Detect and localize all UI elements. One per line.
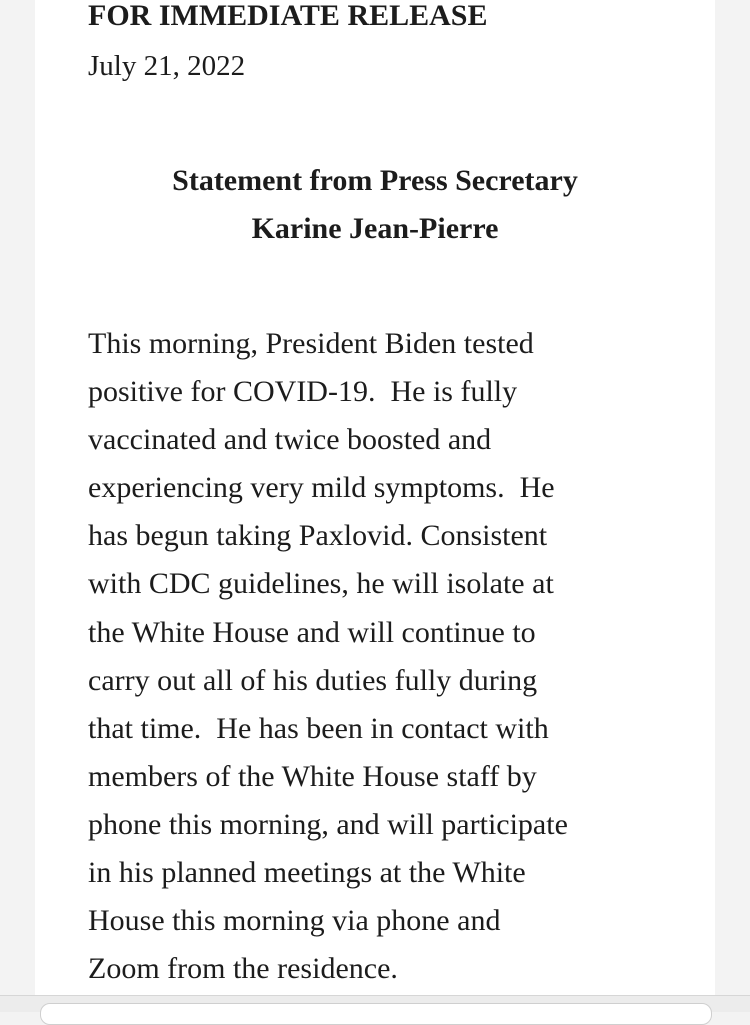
body-line: carry out all of his duties fully during [88, 663, 538, 697]
body-line: in his planned meetings at the White [88, 856, 526, 890]
document-page [35, 0, 715, 995]
body-line: phone this morning, and will participate [88, 807, 568, 841]
body-line: experiencing very mild symptoms. He [88, 471, 555, 505]
statement-title [88, 157, 662, 253]
bottom-tab-edge[interactable] [40, 1003, 712, 1025]
body-line: House this morning via phone and [88, 904, 501, 938]
body-line: that time. He has been in contact with [88, 711, 549, 745]
release-date: July 21, 2022 [88, 50, 246, 82]
body-line: with CDC guidelines, he will isolate at [88, 567, 554, 601]
release-label: FOR IMMEDIATE RELEASE [88, 0, 488, 32]
body-line: Zoom from the residence. [88, 952, 398, 986]
statement-body [88, 320, 568, 993]
body-line: vaccinated and twice boosted and [88, 423, 492, 457]
body-line: This morning, President Biden tested [88, 327, 534, 360]
statement-title-line: Statement from Press Secretary [172, 164, 578, 197]
body-line: positive for COVID-19. He is fully [88, 375, 518, 409]
body-line: members of the White House staff by [88, 759, 537, 793]
body-line: the White House and will continue to [88, 615, 536, 649]
body-line: has begun taking Paxlovid. Consistent [88, 519, 548, 553]
statement-title-line: Karine Jean-Pierre [251, 212, 499, 245]
